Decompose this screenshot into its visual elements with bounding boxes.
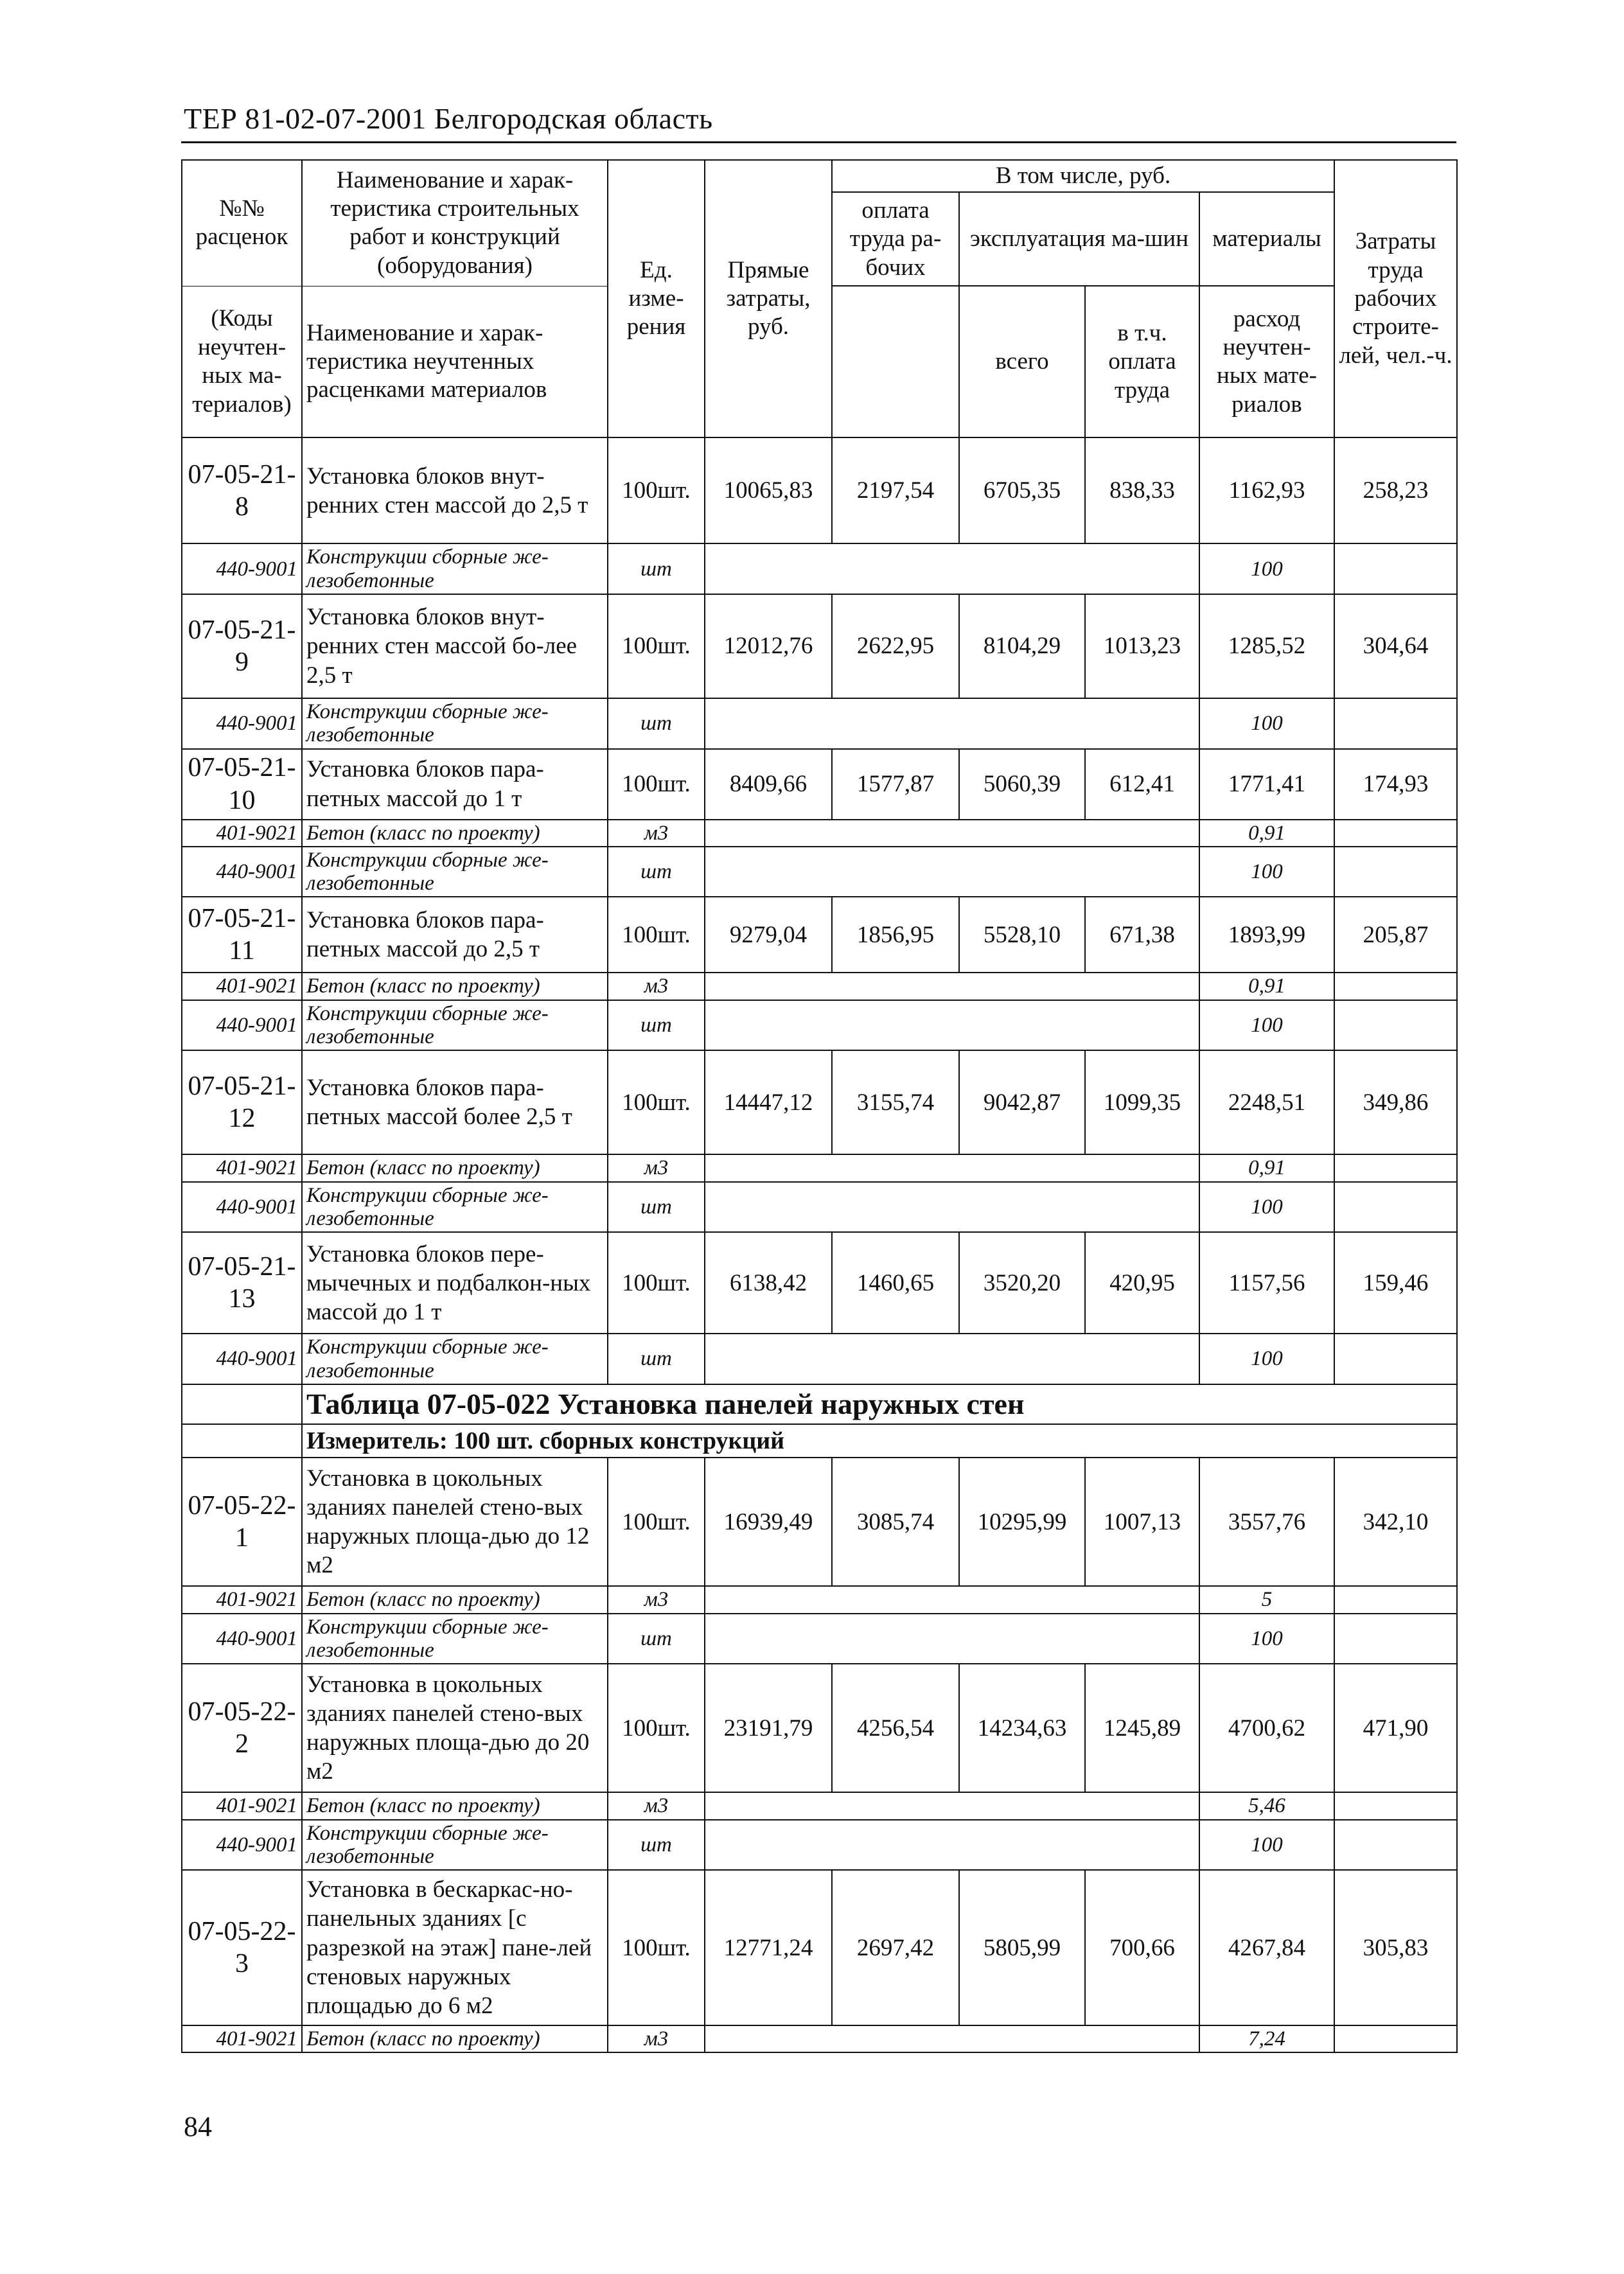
material-amount: 100 (1199, 1614, 1334, 1664)
material-empty (705, 698, 1199, 749)
direct-costs-value: 9279,04 (705, 897, 832, 973)
machines-labor-value: 1099,35 (1085, 1050, 1199, 1154)
material-hours-empty (1334, 973, 1457, 1000)
material-empty (705, 1000, 1199, 1051)
material-hours-empty (1334, 1586, 1457, 1613)
material-empty (705, 1182, 1199, 1233)
caption-empty (182, 1384, 302, 1424)
rate-unit: 100шт. (608, 1458, 705, 1586)
material-row (182, 1000, 1457, 1051)
table-meter-row (182, 1424, 1457, 1458)
machines-total-value: 10295,99 (959, 1458, 1085, 1586)
machines-labor-value: 420,95 (1085, 1232, 1199, 1334)
material-name: Бетон (класс по проекту) (302, 820, 608, 847)
material-row (182, 1334, 1457, 1384)
header-machines-labor: в т.ч. оплата труда (1085, 286, 1199, 437)
rate-name: Установка блоков пара-петных массой более 2,5 т (302, 1050, 608, 1154)
material-amount: 100 (1199, 1000, 1334, 1051)
header-machines-total: всего (959, 286, 1085, 437)
labor-pay-value: 1460,65 (832, 1232, 959, 1334)
material-unit: м3 (608, 1586, 705, 1613)
header-direct-costs: Прямые затраты, руб. (705, 160, 832, 437)
material-amount: 5,46 (1199, 1792, 1334, 1819)
rate-row (182, 1050, 1457, 1154)
header-labor-pay: оплата труда ра-бочих (832, 192, 959, 286)
direct-costs-value: 12012,76 (705, 594, 832, 698)
rate-name: Установка блоков внут-ренних стен массой бо-лее 2,5 т (302, 594, 608, 698)
material-empty (705, 1792, 1199, 1819)
material-amount: 100 (1199, 847, 1334, 897)
direct-costs-value: 8409,66 (705, 749, 832, 820)
machines-total-value: 9042,87 (959, 1050, 1085, 1154)
materials-value: 4267,84 (1199, 1870, 1334, 2025)
material-unit: шт (608, 1614, 705, 1664)
rate-unit: 100шт. (608, 897, 705, 973)
material-unit: шт (608, 698, 705, 749)
direct-costs-value: 10065,83 (705, 437, 832, 543)
material-amount: 0,91 (1199, 973, 1334, 1000)
material-hours-empty (1334, 1614, 1457, 1664)
rate-row (182, 1870, 1457, 2025)
labor-pay-value: 2622,95 (832, 594, 959, 698)
material-hours-empty (1334, 1154, 1457, 1181)
material-unit: м3 (608, 1154, 705, 1181)
machines-total-value: 5805,99 (959, 1870, 1085, 2025)
labor-hours-value: 159,46 (1334, 1232, 1457, 1334)
material-name: Конструкции сборные же-лезобетонные (302, 1182, 608, 1233)
header-materials-uncounted: расход неучтен-ных мате-риалов (1199, 286, 1334, 437)
table-meter: Измеритель: 100 шт. сборных конструкций (302, 1424, 1457, 1458)
material-amount: 100 (1199, 543, 1334, 594)
meter-empty (182, 1424, 302, 1458)
material-empty (705, 1820, 1199, 1871)
material-code: 440-9001 (182, 1820, 302, 1871)
rate-name: Установка в бескаркас-но-панельных зданиях [с разрезкой на этаж] пане-лей стеновых наружных площадью до 6 м2 (302, 1870, 608, 2025)
rate-name: Установка в цокольных зданиях панелей стено-вых наружных площа-дью до 20 м2 (302, 1664, 608, 1792)
labor-pay-value: 2197,54 (832, 437, 959, 543)
table-caption-row (182, 1384, 1457, 1424)
material-empty (705, 820, 1199, 847)
material-name: Конструкции сборные же-лезобетонные (302, 1614, 608, 1664)
direct-costs-value: 6138,42 (705, 1232, 832, 1334)
rate-code: 07-05-22-1 (182, 1458, 302, 1586)
machines-total-value: 14234,63 (959, 1664, 1085, 1792)
rate-code: 07-05-21-9 (182, 594, 302, 698)
material-code: 401-9021 (182, 973, 302, 1000)
material-row (182, 1586, 1457, 1613)
material-row (182, 1792, 1457, 1819)
materials-value: 1162,93 (1199, 437, 1334, 543)
rate-code: 07-05-21-13 (182, 1232, 302, 1334)
rate-code: 07-05-21-11 (182, 897, 302, 973)
material-empty (705, 1334, 1199, 1384)
materials-value: 3557,76 (1199, 1458, 1334, 1586)
labor-pay-value: 3085,74 (832, 1458, 959, 1586)
labor-pay-value: 2697,42 (832, 1870, 959, 2025)
rate-name: Установка блоков пара-петных массой до 1 т (302, 749, 608, 820)
direct-costs-value: 12771,24 (705, 1870, 832, 2025)
machines-total-value: 5528,10 (959, 897, 1085, 973)
machines-labor-value: 700,66 (1085, 1870, 1199, 2025)
material-amount: 0,91 (1199, 1154, 1334, 1181)
rate-unit: 100шт. (608, 1232, 705, 1334)
material-code: 440-9001 (182, 847, 302, 897)
material-row (182, 543, 1457, 594)
machines-labor-value: 838,33 (1085, 437, 1199, 543)
material-unit: м3 (608, 2025, 705, 2052)
material-name: Бетон (класс по проекту) (302, 2025, 608, 2052)
rate-unit: 100шт. (608, 1870, 705, 2025)
materials-value: 4700,62 (1199, 1664, 1334, 1792)
labor-hours-value: 349,86 (1334, 1050, 1457, 1154)
material-empty (705, 1154, 1199, 1181)
rate-row (182, 437, 1457, 543)
labor-hours-value: 174,93 (1334, 749, 1457, 820)
material-row (182, 1182, 1457, 1233)
material-amount: 5 (1199, 1586, 1334, 1613)
rate-code: 07-05-21-10 (182, 749, 302, 820)
material-hours-empty (1334, 1792, 1457, 1819)
labor-hours-value: 304,64 (1334, 594, 1457, 698)
rate-code: 07-05-22-3 (182, 1870, 302, 2025)
material-name: Конструкции сборные же-лезобетонные (302, 847, 608, 897)
material-row (182, 698, 1457, 749)
machines-total-value: 3520,20 (959, 1232, 1085, 1334)
materials-value: 1285,52 (1199, 594, 1334, 698)
header-rule (181, 141, 1456, 143)
material-hours-empty (1334, 698, 1457, 749)
header-labor-costs: Затраты труда рабочих строите-лей, чел.-ч. (1334, 160, 1457, 437)
labor-hours-value: 258,23 (1334, 437, 1457, 543)
materials-value: 2248,51 (1199, 1050, 1334, 1154)
machines-total-value: 5060,39 (959, 749, 1085, 820)
material-name: Бетон (класс по проекту) (302, 973, 608, 1000)
rate-name: Установка в цокольных зданиях панелей стено-вых наружных площа-дью до 12 м2 (302, 1458, 608, 1586)
rate-unit: 100шт. (608, 1050, 705, 1154)
rate-row (182, 749, 1457, 820)
rate-row (182, 897, 1457, 973)
rate-name: Установка блоков внут-ренних стен массой до 2,5 т (302, 437, 608, 543)
material-name: Конструкции сборные же-лезобетонные (302, 1334, 608, 1384)
header-unit: Ед. изме-рения (608, 160, 705, 437)
material-hours-empty (1334, 1182, 1457, 1233)
material-hours-empty (1334, 2025, 1457, 2052)
material-name: Бетон (класс по проекту) (302, 1586, 608, 1613)
material-code: 440-9001 (182, 698, 302, 749)
labor-hours-value: 471,90 (1334, 1664, 1457, 1792)
material-empty (705, 847, 1199, 897)
material-unit: шт (608, 1000, 705, 1051)
material-hours-empty (1334, 543, 1457, 594)
rate-row (182, 1664, 1457, 1792)
material-name: Конструкции сборные же-лезобетонные (302, 543, 608, 594)
material-empty (705, 1586, 1199, 1613)
rate-row (182, 1232, 1457, 1334)
rate-code: 07-05-22-2 (182, 1664, 302, 1792)
material-empty (705, 1614, 1199, 1664)
material-unit: шт (608, 1182, 705, 1233)
rate-code: 07-05-21-12 (182, 1050, 302, 1154)
direct-costs-value: 23191,79 (705, 1664, 832, 1792)
material-amount: 0,91 (1199, 820, 1334, 847)
price-table (181, 159, 1458, 2053)
material-code: 440-9001 (182, 1614, 302, 1664)
material-unit: м3 (608, 820, 705, 847)
material-name: Конструкции сборные же-лезобетонные (302, 1000, 608, 1051)
labor-pay-value: 1856,95 (832, 897, 959, 973)
material-code: 401-9021 (182, 820, 302, 847)
labor-hours-value: 305,83 (1334, 1870, 1457, 2025)
material-name: Конструкции сборные же-лезобетонные (302, 1820, 608, 1871)
material-empty (705, 973, 1199, 1000)
rate-row (182, 1458, 1457, 1586)
material-hours-empty (1334, 847, 1457, 897)
machines-labor-value: 1245,89 (1085, 1664, 1199, 1792)
machines-labor-value: 1007,13 (1085, 1458, 1199, 1586)
header-code: №№ расценок (182, 160, 302, 286)
material-amount: 100 (1199, 1334, 1334, 1384)
rate-unit: 100шт. (608, 594, 705, 698)
header-material-name: Наименование и харак-теристика неучтенных расценками материалов (302, 286, 608, 437)
material-hours-empty (1334, 1334, 1457, 1384)
machines-labor-value: 1013,23 (1085, 594, 1199, 698)
labor-pay-value: 3155,74 (832, 1050, 959, 1154)
material-name: Бетон (класс по проекту) (302, 1154, 608, 1181)
labor-hours-value: 205,87 (1334, 897, 1457, 973)
material-code: 440-9001 (182, 543, 302, 594)
header-machines: эксплуатация ма-шин (959, 192, 1199, 286)
header-labor-pay-empty (832, 286, 959, 437)
rate-row (182, 594, 1457, 698)
machines-total-value: 8104,29 (959, 594, 1085, 698)
material-hours-empty (1334, 1000, 1457, 1051)
material-code: 440-9001 (182, 1334, 302, 1384)
material-code: 401-9021 (182, 2025, 302, 2052)
material-unit: шт (608, 1820, 705, 1871)
materials-value: 1771,41 (1199, 749, 1334, 820)
labor-pay-value: 4256,54 (832, 1664, 959, 1792)
table-caption: Таблица 07-05-022 Установка панелей наружных стен (302, 1384, 1457, 1424)
rate-unit: 100шт. (608, 1664, 705, 1792)
material-amount: 100 (1199, 698, 1334, 749)
material-empty (705, 543, 1199, 594)
labor-pay-value: 1577,87 (832, 749, 959, 820)
machines-labor-value: 671,38 (1085, 897, 1199, 973)
header-material-code: (Коды неучтен-ных ма-териалов) (182, 286, 302, 437)
material-amount: 100 (1199, 1820, 1334, 1871)
material-code: 440-9001 (182, 1182, 302, 1233)
material-row (182, 820, 1457, 847)
machines-labor-value: 612,41 (1085, 749, 1199, 820)
material-code: 401-9021 (182, 1586, 302, 1613)
page-header: ТЕР 81-02-07-2001 Белгородская область (184, 102, 713, 135)
material-row (182, 1154, 1457, 1181)
direct-costs-value: 16939,49 (705, 1458, 832, 1586)
rate-unit: 100шт. (608, 749, 705, 820)
material-amount: 100 (1199, 1182, 1334, 1233)
materials-value: 1157,56 (1199, 1232, 1334, 1334)
material-row (182, 2025, 1457, 2052)
material-row (182, 973, 1457, 1000)
direct-costs-value: 14447,12 (705, 1050, 832, 1154)
material-code: 401-9021 (182, 1154, 302, 1181)
rate-code: 07-05-21-8 (182, 437, 302, 543)
material-code: 440-9001 (182, 1000, 302, 1051)
material-row (182, 1820, 1457, 1871)
material-unit: шт (608, 847, 705, 897)
material-unit: м3 (608, 1792, 705, 1819)
header-incl: В том числе, руб. (832, 160, 1334, 192)
material-code: 401-9021 (182, 1792, 302, 1819)
material-unit: м3 (608, 973, 705, 1000)
header-name: Наименование и харак-теристика строительных работ и конструкций (оборудования) (302, 160, 608, 286)
rate-name: Установка блоков пара-петных массой до 2,5 т (302, 897, 608, 973)
rate-name: Установка блоков пере-мычечных и подбалкон-ных массой до 1 т (302, 1232, 608, 1334)
material-unit: шт (608, 1334, 705, 1384)
header-materials: материалы (1199, 192, 1334, 286)
material-empty (705, 2025, 1199, 2052)
material-name: Бетон (класс по проекту) (302, 1792, 608, 1819)
material-row (182, 1614, 1457, 1664)
rate-unit: 100шт. (608, 437, 705, 543)
materials-value: 1893,99 (1199, 897, 1334, 973)
material-amount: 7,24 (1199, 2025, 1334, 2052)
material-hours-empty (1334, 820, 1457, 847)
machines-total-value: 6705,35 (959, 437, 1085, 543)
labor-hours-value: 342,10 (1334, 1458, 1457, 1586)
material-unit: шт (608, 543, 705, 594)
material-row (182, 847, 1457, 897)
material-name: Конструкции сборные же-лезобетонные (302, 698, 608, 749)
material-hours-empty (1334, 1820, 1457, 1871)
page-number: 84 (184, 2111, 212, 2142)
